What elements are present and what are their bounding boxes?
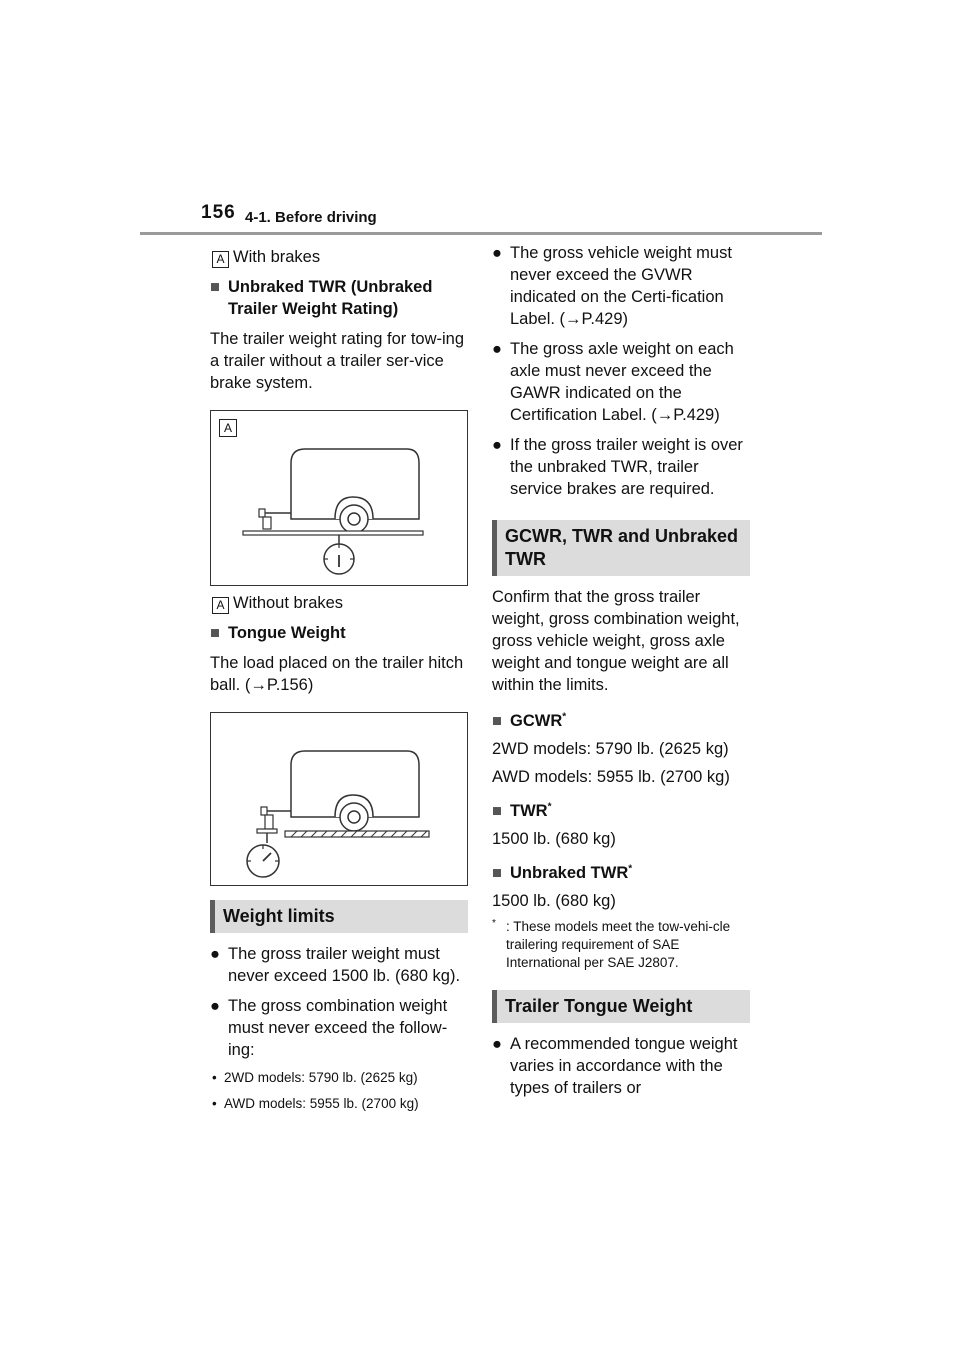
asterisk-mark: * <box>547 801 552 813</box>
figure-callout-a: A <box>219 419 237 437</box>
without-brakes-caption: A Without brakes <box>210 592 468 614</box>
bullet-icon: ● <box>492 1035 502 1053</box>
square-bullet-icon: ■ <box>492 864 502 882</box>
tongue-weight-heading: ■ Tongue Weight <box>210 624 346 642</box>
bullet-icon: ● <box>492 340 502 358</box>
bullet-icon: ● <box>210 945 220 963</box>
gcwr-heading: ■ GCWR* <box>492 711 567 730</box>
trailer-scale-illustration <box>211 411 467 585</box>
callout-a-label: A <box>212 597 229 614</box>
square-bullet-icon: ■ <box>210 624 220 642</box>
callout-a-label: A <box>212 251 229 268</box>
asterisk-mark: * <box>562 711 567 723</box>
square-bullet-icon: ■ <box>492 712 502 730</box>
twr-heading: ■ TWR* <box>492 801 552 820</box>
bullet-icon: ● <box>492 436 502 454</box>
footnote: * : These models meet the tow-vehi-cle trailering requirement of SAE International per SAE J2807. <box>492 918 750 972</box>
square-bullet-icon: ■ <box>210 278 220 296</box>
small-bullet-icon: • <box>212 1096 217 1111</box>
header-rule <box>140 232 822 235</box>
gcwr-awd-value: AWD models: 5955 lb. (2700 kg) <box>492 768 730 786</box>
asterisk-mark: * <box>628 863 633 875</box>
with-brakes-caption: A With brakes <box>210 246 468 268</box>
tongue-weight-figure <box>210 712 468 886</box>
unbraked-twr-spec-value: 1500 lb. (680 kg) <box>492 892 616 910</box>
bullet-icon: ● <box>492 244 502 262</box>
left-column <box>210 242 468 1113</box>
tongue-scale-illustration <box>211 713 467 885</box>
gcwr-2wd-value: 2WD models: 5790 lb. (2625 kg) <box>492 740 729 758</box>
bullet-icon: ● <box>210 997 220 1015</box>
tongue-weight-description: The load placed on the trailer hitch ball. (→P.156) <box>210 654 464 694</box>
square-bullet-icon: ■ <box>492 802 502 820</box>
unbraked-twr-description: The trailer weight rating for tow-ing a trailer without a trailer ser-vice brake system. <box>210 330 465 392</box>
footnote-asterisk: * <box>492 918 496 929</box>
bullet-gross-combination-weight: ● The gross combination weight must never exceed the follow-ing: <box>210 997 448 1059</box>
bullet-gross-vehicle-weight: ● The gross vehicle weight must never exceed the GVWR indicated on the Certi-fication Label. (→P.429) <box>492 244 732 328</box>
bullet-gross-axle-weight: ● The gross axle weight on each axle must never exceed the GAWR indicated on the Certification Label. (→P.429) <box>492 340 734 424</box>
sub-bullet-2wd: • 2WD models: 5790 lb. (2625 kg) <box>212 1070 418 1085</box>
weight-limits-section-heading: Weight limits <box>210 900 468 933</box>
unbraked-twr-heading: ■ Unbraked TWR (Unbraked Trailer Weight Rating) <box>210 278 433 318</box>
trailer-without-brakes-figure <box>210 410 468 586</box>
right-column <box>492 242 750 1099</box>
unbraked-twr-spec-heading: ■ Unbraked TWR* <box>492 863 633 882</box>
bullet-gross-trailer-weight: ● The gross trailer weight must never exceed 1500 lb. (680 kg). <box>210 945 461 985</box>
chapter-title: 4-1. Before driving <box>245 209 377 226</box>
gcwr-section-heading: GCWR, TWR and Unbraked TWR <box>492 520 750 576</box>
bullet-unbraked-twr: ● If the gross trailer weight is over the unbraked TWR, trailer service brakes are required. <box>492 436 743 498</box>
bullet-recommended-tongue-weight: ● A recommended tongue weight varies in accordance with the types of trailers or <box>492 1035 738 1097</box>
page-number: 156 <box>201 202 236 223</box>
trailer-tongue-weight-section-heading: Trailer Tongue Weight <box>492 990 750 1023</box>
twr-value: 1500 lb. (680 kg) <box>492 830 616 848</box>
small-bullet-icon: • <box>212 1070 217 1085</box>
confirm-limits-text: Confirm that the gross trailer weight, gross combination weight, gross vehicle weight, gross axle weight and tongue weight are all within the limits. <box>492 588 740 694</box>
sub-bullet-awd: • AWD models: 5955 lb. (2700 kg) <box>212 1096 419 1111</box>
